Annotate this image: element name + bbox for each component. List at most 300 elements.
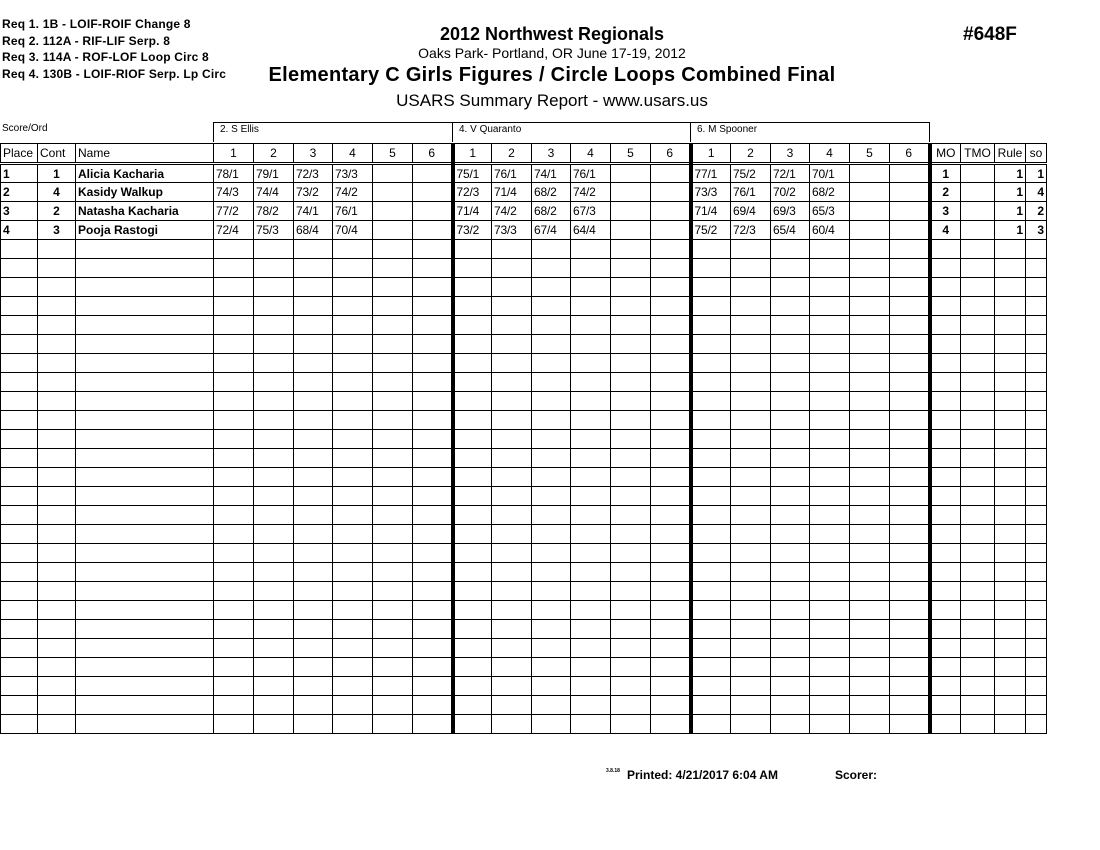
score-cell: [294, 297, 333, 316]
score-cell: [333, 316, 373, 335]
name-cell: [76, 677, 214, 696]
score-cell: [571, 449, 611, 468]
score-cell: [890, 392, 930, 411]
score-cell: [850, 563, 890, 582]
score-cell: [373, 316, 413, 335]
score-cell: [373, 240, 413, 259]
score-cell: [691, 544, 731, 563]
score-cell: [453, 392, 492, 411]
score-cell: [651, 411, 691, 430]
place-cell: [1, 506, 38, 525]
tmo-cell: [961, 468, 995, 487]
score-cell: [890, 563, 930, 582]
rule-cell: 1: [995, 221, 1026, 240]
rule-cell: [995, 506, 1026, 525]
score-cell: [333, 411, 373, 430]
cont-cell: [38, 468, 76, 487]
tmo-cell: [961, 525, 995, 544]
empty-table-row: [1, 449, 1047, 468]
score-cell: [691, 354, 731, 373]
place-cell: [1, 316, 38, 335]
score-cell: [850, 202, 890, 221]
place-cell: [1, 373, 38, 392]
score-cell: [651, 430, 691, 449]
score-cell: [294, 601, 333, 620]
so-cell: [1026, 259, 1047, 278]
requirement-3: Req 3. 114A - ROF-LOF Loop Circ 8: [2, 50, 209, 64]
place-cell: [1, 430, 38, 449]
cont-cell: [38, 715, 76, 734]
score-cell: [532, 715, 571, 734]
score-cell: [850, 297, 890, 316]
cont-cell: 2: [38, 202, 76, 221]
score-cell: [890, 601, 930, 620]
score-cell: [850, 240, 890, 259]
score-cell: [611, 278, 651, 297]
score-cell: [532, 430, 571, 449]
score-cell: [611, 620, 651, 639]
score-cell: [254, 601, 294, 620]
score-cell: 76/1: [333, 202, 373, 221]
mo-cell: [930, 316, 961, 335]
score-cell: [810, 430, 850, 449]
score-cell: [890, 354, 930, 373]
score-cell: [651, 354, 691, 373]
score-cell: [850, 639, 890, 658]
so-cell: 1: [1026, 164, 1047, 183]
score-cell: 74/1: [294, 202, 333, 221]
score-cell: [333, 392, 373, 411]
cont-cell: [38, 487, 76, 506]
rule-cell: [995, 430, 1026, 449]
cont-cell: 3: [38, 221, 76, 240]
score-cell: [571, 278, 611, 297]
score-cell: [492, 278, 532, 297]
score-cell: [333, 582, 373, 601]
score-cell: [413, 449, 453, 468]
score-cell: [850, 278, 890, 297]
score-cell: 72/3: [731, 221, 771, 240]
score-cell: [611, 506, 651, 525]
score-cell: [532, 468, 571, 487]
name-cell: [76, 601, 214, 620]
score-cell: 75/1: [453, 164, 492, 183]
place-cell: [1, 278, 38, 297]
score-cell: [532, 449, 571, 468]
score-cell: [571, 620, 611, 639]
score-cell: [771, 259, 810, 278]
score-cell: [294, 563, 333, 582]
score-cell: [611, 715, 651, 734]
score-cell: [571, 696, 611, 715]
score-cell: [651, 468, 691, 487]
score-cell: [651, 183, 691, 202]
score-cell: [413, 259, 453, 278]
score-cell: [333, 373, 373, 392]
score-cell: 72/1: [771, 164, 810, 183]
score-cell: [214, 620, 254, 639]
rule-cell: 1: [995, 202, 1026, 221]
place-cell: [1, 563, 38, 582]
score-cell: [771, 582, 810, 601]
score-cell: [890, 639, 930, 658]
score-cell: [771, 430, 810, 449]
score-cell: [571, 544, 611, 563]
score-cell: [731, 715, 771, 734]
score-cell: [890, 696, 930, 715]
score-cell: [810, 696, 850, 715]
score-cell: [254, 392, 294, 411]
score-cell: [731, 449, 771, 468]
cont-cell: 4: [38, 183, 76, 202]
empty-table-row: [1, 392, 1047, 411]
score-cell: [890, 202, 930, 221]
mo-cell: [930, 354, 961, 373]
empty-table-row: [1, 411, 1047, 430]
score-cell: [532, 677, 571, 696]
empty-table-row: [1, 354, 1047, 373]
rule-cell: [995, 354, 1026, 373]
score-cell: [294, 620, 333, 639]
score-cell: [413, 525, 453, 544]
score-cell: [254, 430, 294, 449]
score-cell: [611, 183, 651, 202]
score-cell: [810, 487, 850, 506]
score-cell: [651, 202, 691, 221]
tmo-cell: [961, 658, 995, 677]
score-cell: [214, 639, 254, 658]
place-cell: [1, 449, 38, 468]
place-cell: [1, 240, 38, 259]
score-cell: [214, 430, 254, 449]
score-cell: [771, 335, 810, 354]
score-cell: [571, 392, 611, 411]
score-cell: [810, 677, 850, 696]
score-cell: [651, 582, 691, 601]
score-cell: [373, 525, 413, 544]
score-cell: [611, 221, 651, 240]
score-cell: [611, 316, 651, 335]
score-cell: [890, 335, 930, 354]
score-cell: [214, 677, 254, 696]
cont-cell: [38, 601, 76, 620]
score-cell: [373, 411, 413, 430]
score-cell: [850, 373, 890, 392]
score-cell: [214, 658, 254, 677]
score-cell: [373, 582, 413, 601]
score-cell: [492, 658, 532, 677]
score-cell: [890, 316, 930, 335]
score-cell: [810, 259, 850, 278]
score-cell: 60/4: [810, 221, 850, 240]
empty-table-row: [1, 658, 1047, 677]
score-cell: [333, 430, 373, 449]
score-cell: [890, 221, 930, 240]
mo-cell: [930, 240, 961, 259]
score-cell: [333, 525, 373, 544]
software-version: 3.8.18: [606, 768, 620, 774]
tmo-cell: [961, 164, 995, 183]
score-cell: [413, 373, 453, 392]
header-place: Place: [1, 144, 38, 164]
name-cell: [76, 373, 214, 392]
so-cell: 2: [1026, 202, 1047, 221]
results-table: [0, 143, 1047, 734]
score-cell: 73/3: [691, 183, 731, 202]
score-cell: [294, 449, 333, 468]
score-cell: [691, 506, 731, 525]
score-cell: [571, 297, 611, 316]
place-cell: [1, 354, 38, 373]
score-cell: [492, 487, 532, 506]
tmo-cell: [961, 259, 995, 278]
report-title: USARS Summary Report - www.usars.us: [396, 91, 708, 110]
score-cell: [294, 392, 333, 411]
cont-cell: [38, 278, 76, 297]
score-cell: [691, 240, 731, 259]
score-cell: [373, 696, 413, 715]
mo-cell: [930, 658, 961, 677]
score-cell: [890, 468, 930, 487]
score-cell: 77/2: [214, 202, 254, 221]
score-cell: [492, 525, 532, 544]
score-cell: [373, 259, 413, 278]
place-cell: [1, 411, 38, 430]
score-cell: [691, 696, 731, 715]
rule-cell: [995, 373, 1026, 392]
score-cell: 73/2: [453, 221, 492, 240]
score-cell: 71/4: [492, 183, 532, 202]
mo-cell: [930, 297, 961, 316]
score-cell: [850, 677, 890, 696]
score-cell: 74/3: [214, 183, 254, 202]
score-cell: [333, 639, 373, 658]
so-cell: [1026, 715, 1047, 734]
rule-cell: [995, 411, 1026, 430]
score-cell: [453, 696, 492, 715]
score-cell: 65/4: [771, 221, 810, 240]
name-cell: [76, 468, 214, 487]
score-cell: [611, 639, 651, 658]
score-cell: [651, 278, 691, 297]
score-cell: [731, 335, 771, 354]
score-cell: [532, 696, 571, 715]
cont-cell: [38, 620, 76, 639]
score-cell: [492, 563, 532, 582]
rule-cell: [995, 259, 1026, 278]
score-cell: [611, 373, 651, 392]
mo-cell: [930, 563, 961, 582]
score-cell: [810, 240, 850, 259]
score-cell: [771, 715, 810, 734]
score-cell: [333, 297, 373, 316]
header-judge1-figure-3: 3: [294, 144, 333, 164]
score-cell: [373, 335, 413, 354]
name-cell: Natasha Kacharia: [76, 202, 214, 221]
name-cell: [76, 354, 214, 373]
score-cell: [413, 563, 453, 582]
so-cell: [1026, 563, 1047, 582]
score-cell: [453, 354, 492, 373]
score-cell: [771, 677, 810, 696]
score-cell: [413, 506, 453, 525]
score-cell: 68/2: [810, 183, 850, 202]
place-cell: [1, 658, 38, 677]
score-cell: [731, 354, 771, 373]
rule-cell: [995, 525, 1026, 544]
so-cell: [1026, 506, 1047, 525]
score-cell: [294, 677, 333, 696]
score-cell: [691, 677, 731, 696]
score-cell: 78/1: [214, 164, 254, 183]
rule-cell: [995, 639, 1026, 658]
score-cell: [651, 164, 691, 183]
name-cell: [76, 715, 214, 734]
mo-cell: [930, 259, 961, 278]
name-cell: Alicia Kacharia: [76, 164, 214, 183]
so-cell: [1026, 354, 1047, 373]
mo-cell: [930, 487, 961, 506]
score-cell: [214, 354, 254, 373]
header-cont: Cont: [38, 144, 76, 164]
score-cell: [611, 696, 651, 715]
score-cell: [731, 601, 771, 620]
name-cell: [76, 620, 214, 639]
score-cell: [850, 449, 890, 468]
score-cell: [532, 297, 571, 316]
score-cell: [453, 677, 492, 696]
rule-cell: [995, 392, 1026, 411]
score-cell: [850, 620, 890, 639]
competition-title: 2012 Northwest Regionals: [439, 24, 665, 44]
score-cell: [771, 278, 810, 297]
score-cell: [254, 316, 294, 335]
name-cell: [76, 544, 214, 563]
place-cell: 2: [1, 183, 38, 202]
score-cell: [691, 316, 731, 335]
rule-cell: [995, 544, 1026, 563]
score-cell: [333, 658, 373, 677]
mo-cell: [930, 582, 961, 601]
so-cell: [1026, 411, 1047, 430]
score-cell: 64/4: [571, 221, 611, 240]
score-cell: [453, 544, 492, 563]
tmo-cell: [961, 202, 995, 221]
so-cell: [1026, 335, 1047, 354]
score-cell: [254, 639, 294, 658]
score-cell: [294, 525, 333, 544]
score-cell: [611, 202, 651, 221]
score-cell: [571, 411, 611, 430]
tmo-cell: [961, 487, 995, 506]
score-cell: [413, 411, 453, 430]
score-cell: [373, 658, 413, 677]
so-cell: [1026, 430, 1047, 449]
rule-cell: 1: [995, 164, 1026, 183]
so-cell: [1026, 544, 1047, 563]
score-cell: [333, 449, 373, 468]
tmo-cell: [961, 183, 995, 202]
requirement-4: Req 4. 130B - LOIF-RIOF Serp. Lp Circ: [2, 66, 227, 81]
so-cell: [1026, 601, 1047, 620]
empty-table-row: [1, 601, 1047, 620]
score-cell: [453, 487, 492, 506]
column-header-row: [1, 144, 1047, 164]
tmo-cell: [961, 373, 995, 392]
header-tmo: TMO: [961, 144, 995, 164]
score-cell: [850, 658, 890, 677]
score-cell: [850, 544, 890, 563]
place-cell: [1, 487, 38, 506]
score-cell: [890, 183, 930, 202]
cont-cell: [38, 677, 76, 696]
score-cell: [373, 392, 413, 411]
score-cell: [214, 525, 254, 544]
score-cell: [731, 563, 771, 582]
score-cell: [850, 411, 890, 430]
score-cell: [571, 658, 611, 677]
rule-cell: [995, 487, 1026, 506]
place-cell: [1, 639, 38, 658]
score-cell: [254, 468, 294, 487]
score-cell: [492, 677, 532, 696]
score-cell: [294, 582, 333, 601]
rule-cell: [995, 677, 1026, 696]
header-judge1-figure-4: 4: [333, 144, 373, 164]
score-cell: [413, 487, 453, 506]
header-judge2-figure-1: 1: [453, 144, 492, 164]
score-cell: [413, 202, 453, 221]
tmo-cell: [961, 449, 995, 468]
tmo-cell: [961, 354, 995, 373]
score-cell: [651, 563, 691, 582]
mo-cell: [930, 715, 961, 734]
score-cell: [492, 335, 532, 354]
score-cell: [810, 582, 850, 601]
score-cell: [810, 468, 850, 487]
score-cell: [771, 373, 810, 392]
tmo-cell: [961, 506, 995, 525]
tmo-cell: [961, 240, 995, 259]
score-cell: [294, 487, 333, 506]
header-name: Name: [76, 144, 214, 164]
tmo-cell: [961, 563, 995, 582]
tmo-cell: [961, 430, 995, 449]
score-cell: [294, 335, 333, 354]
score-cell: 79/1: [254, 164, 294, 183]
score-cell: [771, 392, 810, 411]
score-cell: [731, 677, 771, 696]
score-cell: [453, 259, 492, 278]
rule-cell: [995, 658, 1026, 677]
score-cell: [810, 316, 850, 335]
score-cell: [294, 639, 333, 658]
score-cell: 76/1: [492, 164, 532, 183]
rule-cell: [995, 696, 1026, 715]
score-cell: [214, 259, 254, 278]
mo-cell: [930, 430, 961, 449]
empty-table-row: [1, 297, 1047, 316]
name-cell: [76, 316, 214, 335]
judge-2-header: 4. V Quaranto: [452, 122, 691, 142]
score-cell: [731, 582, 771, 601]
score-cell: [214, 487, 254, 506]
so-cell: [1026, 316, 1047, 335]
score-cell: [651, 620, 691, 639]
empty-table-row: [1, 696, 1047, 715]
name-cell: [76, 278, 214, 297]
score-cell: 74/2: [571, 183, 611, 202]
